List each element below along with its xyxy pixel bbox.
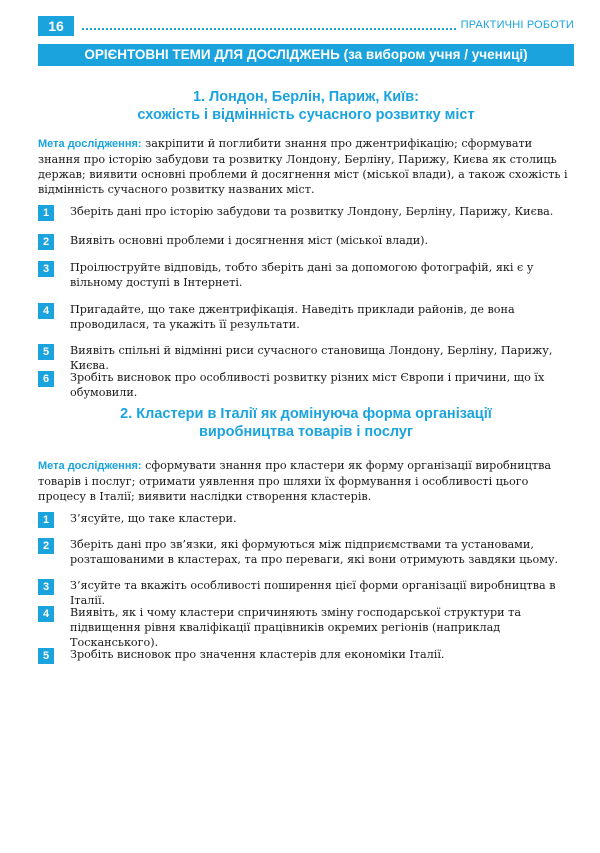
topic-1-title-line1: 1. Лондон, Берлін, Париж, Київ:: [192, 89, 419, 105]
header-dotted-rule: [82, 28, 456, 30]
goal-label: Мета дослідження:: [38, 460, 142, 472]
task-text: Виявіть, як і чому кластери спричиняють зміну господарської структури та підвищення рівня кваліфікації працівників окремих регіонів (наприклад Тосканського).: [70, 606, 521, 649]
task-text: Пригадайте, що таке джентрифікація. Наведіть приклади районів, де вона проводилася, та укажіть її результати.: [70, 303, 515, 331]
topic-1-task-3: [38, 260, 574, 290]
topic-2-task-2: [38, 537, 574, 567]
task-text: Виявіть основні проблеми і досягнення міст (міської влади).: [70, 234, 429, 247]
topic-1-title-line2: схожість і відмінність сучасного розвитку міст: [137, 107, 475, 123]
task-text: Виявіть спільні й відмінні риси сучасного становища Лондону, Берліну, Парижу, Києва.: [70, 344, 553, 372]
section-label: ПРАКТИЧНІ РОБОТИ: [460, 19, 574, 31]
task-text: З’ясуйте та вкажіть особливості поширення цієї форми організації виробництва в Італії.: [70, 579, 556, 607]
task-text: Зберіть дані про історію забудови та розвитку Лондону, Берліну, Парижу, Києва.: [70, 205, 554, 218]
task-text: Зробіть висновок про значення кластерів для економіки Італії.: [70, 648, 445, 661]
task-number-badge: 1: [38, 512, 54, 528]
topic-2-title-line2: виробництва товарів і послуг: [198, 424, 414, 440]
topic-1-task-2: [38, 233, 574, 248]
topic-2-task-1: [38, 511, 574, 526]
topic-2-title-line1: 2. Кластери в Італії як домінуюча форма організації: [120, 406, 492, 422]
topic-1-goal: [38, 136, 574, 197]
task-number-badge: 1: [38, 205, 54, 221]
task-text: Зберіть дані про зв’язки, які формуються між підприємствами та установами, розташованими в кластерах, та про переваги, які вони отримують завдяки цьому.: [70, 538, 559, 566]
topic-1-task-6: [38, 370, 574, 400]
topic-1-title: [38, 88, 574, 124]
task-number-badge: 3: [38, 261, 54, 277]
topic-1-task-1: [38, 204, 574, 219]
task-number-badge: 2: [38, 538, 54, 554]
task-number-badge: 3: [38, 579, 54, 595]
task-text: Зробіть висновок про особливості розвитку різних міст Європи і причини, що їх обумовили.: [70, 371, 545, 399]
task-number-badge: 5: [38, 344, 54, 360]
goal-label: Мета дослідження:: [38, 138, 142, 150]
task-number-badge: 5: [38, 648, 54, 664]
topic-2-goal: [38, 458, 574, 504]
goal-text: сформувати знання про кластери як форму організації виробництва товарів і послуг; отримати уявлення про шляхи їх формування і особливості цього процесу в Італії; виявити наслідки створення кластерів.: [38, 459, 552, 503]
topic-2-task-4: [38, 605, 574, 650]
goal-text: закріпити й поглибити знання про джентрифікацію; сформувати знання про історію забудови та розвитку Лондону, Берліну, Парижу, Києва як столиць держав; виявити основні проблеми й досягнення міст (міської влади), а також схожість і відмінність сучасного розвитку названих міст.: [38, 137, 568, 196]
topic-1-task-5: [38, 343, 574, 373]
page-header: [38, 16, 574, 36]
task-text: Проілюструйте відповідь, тобто зберіть дані за допомогою фотографій, які є у вільному доступі в Інтернеті.: [70, 261, 534, 289]
page-number: 16: [38, 16, 74, 36]
task-number-badge: 4: [38, 303, 54, 319]
task-text: З’ясуйте, що таке кластери.: [70, 512, 237, 525]
task-number-badge: 6: [38, 371, 54, 387]
topic-1-task-4: [38, 302, 574, 332]
topic-2-task-3: [38, 578, 574, 608]
topic-2-task-5: [38, 647, 574, 662]
task-number-badge: 4: [38, 606, 54, 622]
topic-2-title: [38, 405, 574, 441]
topics-banner: ОРІЄНТОВНІ ТЕМИ ДЛЯ ДОСЛІДЖЕНЬ (за вибором учня / учениці): [38, 44, 574, 66]
task-number-badge: 2: [38, 234, 54, 250]
